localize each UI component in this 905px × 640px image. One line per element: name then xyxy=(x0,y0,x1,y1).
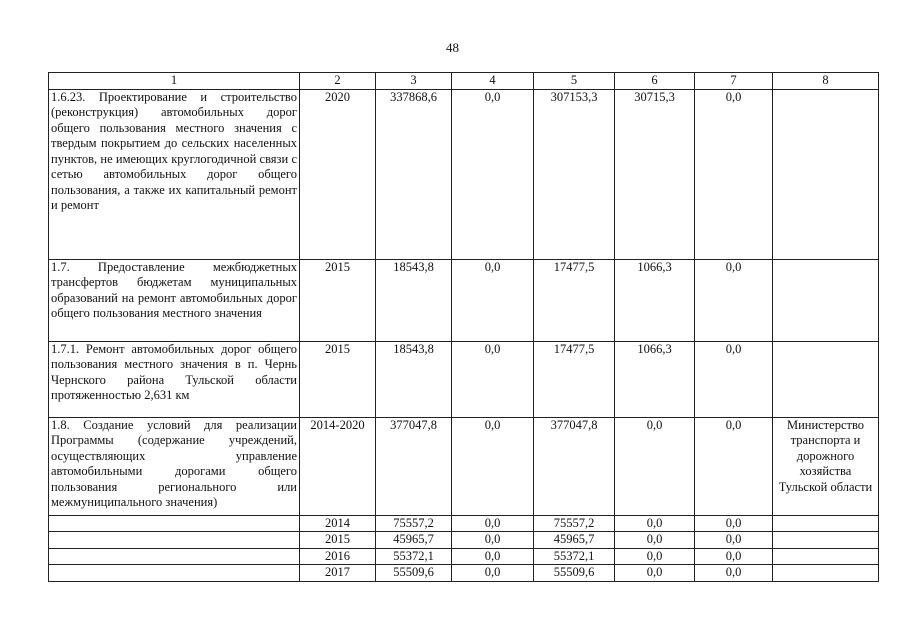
row-col4: 0,0 xyxy=(452,565,534,582)
table-row xyxy=(49,341,879,417)
row-year: 2017 xyxy=(300,565,376,582)
column-header: 7 xyxy=(695,73,773,90)
row-year: 2020 xyxy=(300,89,376,259)
row-col6: 1066,3 xyxy=(615,341,695,417)
row-responsible xyxy=(773,259,879,341)
table-row xyxy=(49,565,879,582)
row-col7: 0,0 xyxy=(695,548,773,565)
table-row xyxy=(49,532,879,549)
row-total: 55372,1 xyxy=(376,548,452,565)
row-col5: 55372,1 xyxy=(534,548,615,565)
row-col4: 0,0 xyxy=(452,417,534,515)
row-col5: 17477,5 xyxy=(534,341,615,417)
row-col7: 0,0 xyxy=(695,259,773,341)
row-total: 55509,6 xyxy=(376,565,452,582)
empty-cell xyxy=(49,515,300,532)
column-header: 3 xyxy=(376,73,452,90)
row-col4: 0,0 xyxy=(452,89,534,259)
row-total: 18543,8 xyxy=(376,259,452,341)
column-header: 8 xyxy=(773,73,879,90)
table-row xyxy=(49,548,879,565)
row-col6: 0,0 xyxy=(615,417,695,515)
empty-cell xyxy=(49,548,300,565)
row-col7: 0,0 xyxy=(695,532,773,549)
row-col6: 0,0 xyxy=(615,532,695,549)
row-col5: 17477,5 xyxy=(534,259,615,341)
row-description: 1.6.23. Проектирование и строительство (реконструкция) автомобильных дорог общего пользования местного значения с твердым покрытием до сельских населенных пунктов, не имеющих круглогодичной связи с сетью автомобильных дорог общего пользования, а также их капитальный ремонт и ремонт xyxy=(49,89,300,259)
row-responsible xyxy=(773,89,879,259)
row-col5: 55509,6 xyxy=(534,565,615,582)
table-row xyxy=(49,259,879,341)
column-header: 4 xyxy=(452,73,534,90)
row-year: 2014-2020 xyxy=(300,417,376,515)
row-total: 18543,8 xyxy=(376,341,452,417)
budget-table xyxy=(48,72,879,582)
column-header: 5 xyxy=(534,73,615,90)
row-col4: 0,0 xyxy=(452,532,534,549)
row-col6: 0,0 xyxy=(615,565,695,582)
row-total: 45965,7 xyxy=(376,532,452,549)
empty-cell xyxy=(49,532,300,549)
row-col6: 30715,3 xyxy=(615,89,695,259)
row-col7: 0,0 xyxy=(695,565,773,582)
row-col6: 0,0 xyxy=(615,515,695,532)
row-year: 2014 xyxy=(300,515,376,532)
row-col4: 0,0 xyxy=(452,259,534,341)
header-row xyxy=(49,73,879,90)
row-description: 1.7. Предоставление межбюджетных трансфертов бюджетам муниципальных образований на ремонт автомобильных дорог общего пользования местного значения xyxy=(49,259,300,341)
row-responsible: Министерство транспорта и дорожного хозяйства Тульской области xyxy=(773,417,879,515)
row-col6: 1066,3 xyxy=(615,259,695,341)
column-header: 6 xyxy=(615,73,695,90)
row-col5: 75557,2 xyxy=(534,515,615,532)
page-number: 48 xyxy=(446,40,459,55)
row-description: 1.7.1. Ремонт автомобильных дорог общего пользования местного значения в п. Чернь Чернского района Тульской области протяженностью 2,631 км xyxy=(49,341,300,417)
table-row xyxy=(49,515,879,532)
row-col7: 0,0 xyxy=(695,89,773,259)
row-total: 337868,6 xyxy=(376,89,452,259)
empty-cell xyxy=(773,565,879,582)
row-year: 2015 xyxy=(300,341,376,417)
row-total: 75557,2 xyxy=(376,515,452,532)
row-col6: 0,0 xyxy=(615,548,695,565)
row-col5: 377047,8 xyxy=(534,417,615,515)
row-col4: 0,0 xyxy=(452,341,534,417)
row-year: 2015 xyxy=(300,532,376,549)
column-header: 1 xyxy=(49,73,300,90)
row-year: 2016 xyxy=(300,548,376,565)
table-row xyxy=(49,417,879,515)
row-col5: 307153,3 xyxy=(534,89,615,259)
row-total: 377047,8 xyxy=(376,417,452,515)
row-col5: 45965,7 xyxy=(534,532,615,549)
empty-cell xyxy=(773,532,879,549)
empty-cell xyxy=(49,565,300,582)
empty-cell xyxy=(773,515,879,532)
column-header: 2 xyxy=(300,73,376,90)
empty-cell xyxy=(773,548,879,565)
row-col7: 0,0 xyxy=(695,515,773,532)
row-col4: 0,0 xyxy=(452,515,534,532)
row-year: 2015 xyxy=(300,259,376,341)
row-description: 1.8. Создание условий для реализации Программы (содержание учреждений, осуществляющих управление автомобильными дорогами общего пользования регионального или межмуниципального значения) xyxy=(49,417,300,515)
row-col7: 0,0 xyxy=(695,341,773,417)
row-col4: 0,0 xyxy=(452,548,534,565)
row-responsible xyxy=(773,341,879,417)
row-col7: 0,0 xyxy=(695,417,773,515)
table-row xyxy=(49,89,879,259)
